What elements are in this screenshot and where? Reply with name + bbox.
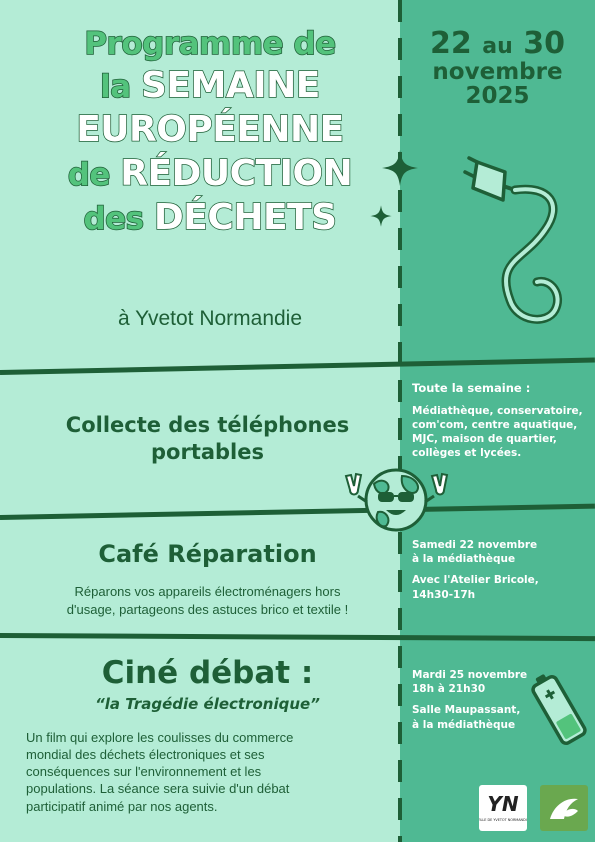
- cafe-side-date: [412, 538, 590, 566]
- collecte-side-title: Toute la semaine :: [412, 381, 531, 395]
- title-word-dechets: DÉCHETS: [153, 196, 337, 238]
- sparkle-icon: [380, 148, 420, 188]
- cine-side-place-line-1: Salle Maupassant,: [412, 704, 521, 717]
- cafe-side-info-line-1: Avec l'Atelier Bricole,: [412, 574, 539, 587]
- collecte-info: [412, 381, 590, 467]
- main-title: [30, 26, 390, 239]
- title-line-1: Programme de: [84, 26, 336, 62]
- cine-text-line-4: populations. La séance sera suivie d'un débat: [26, 781, 290, 797]
- sparkle-small-icon: [369, 204, 393, 228]
- cine-text-line-5: participatif animé par nos agents.: [26, 798, 218, 814]
- title-word-des: des: [83, 200, 144, 237]
- cafe-side-date-line-2: à la médiathèque: [412, 553, 516, 566]
- title-word-semaine: SEMAINE: [141, 64, 320, 106]
- cine-side-place-line-2: à la médiathèque: [412, 718, 516, 731]
- plug-cable-icon: [455, 150, 575, 335]
- battery-icon: [528, 665, 590, 755]
- cine-side-date-line-2: 18h à 21h30: [412, 683, 486, 696]
- date-range: [405, 28, 590, 60]
- title-line-4: [30, 152, 390, 196]
- date-start: 22: [430, 26, 472, 61]
- earth-mascot-icon: [336, 462, 456, 542]
- yvetot-logo-caption: VILLE DE YVETOT NORMANDIE: [479, 818, 527, 822]
- cine-text-line-1: Un film qui explore les coulisses du commerce: [26, 730, 294, 745]
- cafe-description: [20, 583, 395, 618]
- yvetot-logo-mark: [479, 785, 527, 831]
- title-line-3: EUROPÉENNE: [76, 108, 344, 150]
- location-subtitle: à Yvetot Normandie: [117, 307, 303, 330]
- event-dates: [405, 28, 590, 108]
- cafe-text-line-1: Réparons vos appareils électroménagers hors: [74, 584, 341, 599]
- cafe-info: [412, 538, 590, 609]
- title-word-de: de: [67, 156, 110, 193]
- cine-subtitle: “la Tragédie électronique”: [95, 695, 320, 713]
- cafe-side-date-line-1: Samedi 22 novembre: [412, 539, 538, 551]
- date-end: 30: [523, 26, 565, 61]
- cine-description: [26, 729, 396, 815]
- yvetot-logo-text: YN: [487, 792, 519, 816]
- title-line-2: [30, 64, 390, 108]
- cine-text-line-2: mondial des déchets électroniques et ses: [26, 747, 265, 763]
- collecte-title-line-1: Collecte des téléphones: [65, 413, 350, 437]
- title-line-5: [30, 196, 390, 240]
- cafe-side-info-line-2: 14h30-17h: [412, 588, 476, 601]
- cafe-text-line-2: d'usage, partageons des astuces brico et textile !: [66, 601, 349, 617]
- collecte-title: [20, 412, 395, 467]
- date-au: au: [482, 34, 513, 59]
- cine-side-place: [412, 703, 532, 731]
- cine-info: [412, 668, 532, 739]
- date-year: 2025: [465, 82, 530, 109]
- cine-title: Ciné débat :: [101, 655, 314, 691]
- date-month: novembre: [432, 58, 563, 85]
- partner-logo-mark: [540, 785, 588, 831]
- collecte-side-text: Médiathèque, conservatoire, com'com, centre aquatique, MJC, maison de quartier, collèges et lycées.: [412, 404, 583, 460]
- cafe-title: Café Réparation: [98, 540, 317, 568]
- cafe-side-info: [412, 573, 590, 601]
- collecte-title-line-2: portables: [151, 440, 264, 465]
- dashed-divider: [398, 0, 402, 842]
- yvetot-logo: [479, 785, 527, 831]
- partner-logo: [540, 785, 588, 831]
- title-word-la: la: [100, 68, 131, 105]
- title-word-reduction: RÉDUCTION: [120, 152, 353, 194]
- cine-side-date: [412, 668, 532, 696]
- cine-side-date-line-1: Mardi 25 novembre: [412, 669, 528, 681]
- cine-text-line-3: conséquences sur l'environnement et les: [26, 764, 262, 780]
